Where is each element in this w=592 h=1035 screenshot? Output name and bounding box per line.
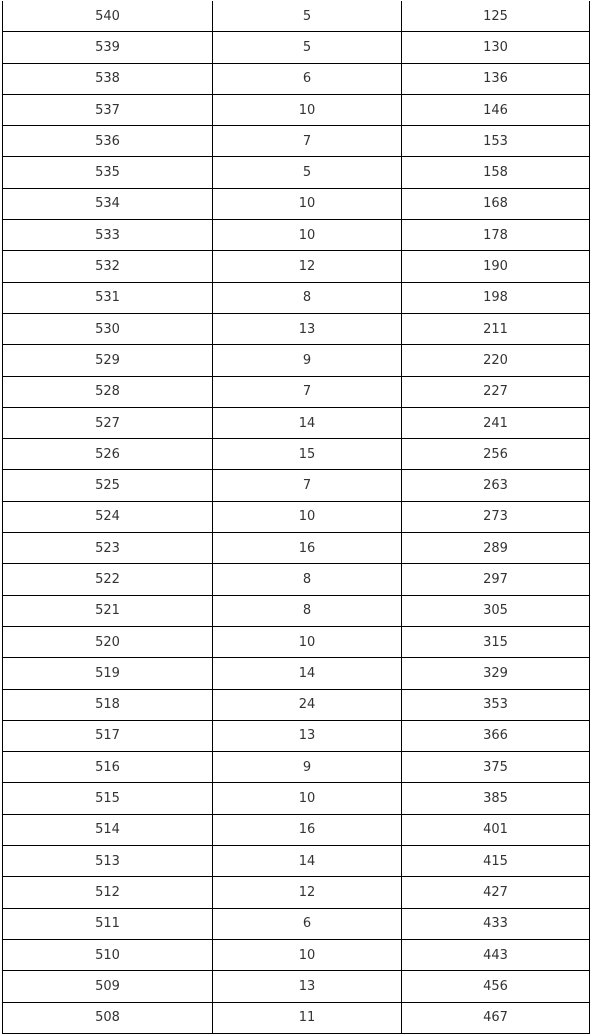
cumulative-cell: 211 bbox=[402, 313, 590, 344]
score-cell: 510 bbox=[3, 939, 213, 970]
score-cell: 524 bbox=[3, 501, 213, 532]
table-row bbox=[3, 220, 590, 251]
score-cell: 529 bbox=[3, 345, 213, 376]
count-cell: 13 bbox=[213, 720, 402, 751]
score-cell: 532 bbox=[3, 251, 213, 282]
cumulative-cell: 125 bbox=[402, 1, 590, 32]
count-cell: 12 bbox=[213, 251, 402, 282]
cumulative-cell: 401 bbox=[402, 814, 590, 845]
table-row bbox=[3, 32, 590, 63]
score-cell: 526 bbox=[3, 439, 213, 470]
table-row bbox=[3, 846, 590, 877]
count-cell: 10 bbox=[213, 94, 402, 125]
count-cell: 11 bbox=[213, 1002, 402, 1033]
cumulative-cell: 289 bbox=[402, 533, 590, 564]
score-cell: 521 bbox=[3, 595, 213, 626]
table-row bbox=[3, 626, 590, 657]
count-cell: 9 bbox=[213, 345, 402, 376]
table-row bbox=[3, 407, 590, 438]
cumulative-cell: 315 bbox=[402, 626, 590, 657]
table-row bbox=[3, 533, 590, 564]
count-cell: 15 bbox=[213, 439, 402, 470]
table-row bbox=[3, 689, 590, 720]
score-cell: 515 bbox=[3, 783, 213, 814]
table-row bbox=[3, 877, 590, 908]
count-cell: 8 bbox=[213, 282, 402, 313]
count-cell: 24 bbox=[213, 689, 402, 720]
count-cell: 14 bbox=[213, 846, 402, 877]
table-row bbox=[3, 814, 590, 845]
table-row bbox=[3, 470, 590, 501]
score-cell: 533 bbox=[3, 220, 213, 251]
count-cell: 5 bbox=[213, 32, 402, 63]
table-row bbox=[3, 720, 590, 751]
score-cell: 519 bbox=[3, 658, 213, 689]
table-row bbox=[3, 251, 590, 282]
table-row bbox=[3, 1, 590, 32]
cumulative-cell: 329 bbox=[402, 658, 590, 689]
count-cell: 7 bbox=[213, 376, 402, 407]
count-cell: 10 bbox=[213, 188, 402, 219]
score-cell: 535 bbox=[3, 157, 213, 188]
count-cell: 6 bbox=[213, 908, 402, 939]
cumulative-cell: 415 bbox=[402, 846, 590, 877]
table-row bbox=[3, 282, 590, 313]
table-row bbox=[3, 188, 590, 219]
count-cell: 8 bbox=[213, 595, 402, 626]
cumulative-cell: 220 bbox=[402, 345, 590, 376]
score-cell: 525 bbox=[3, 470, 213, 501]
table-row bbox=[3, 752, 590, 783]
table-row bbox=[3, 908, 590, 939]
table-row bbox=[3, 313, 590, 344]
cumulative-cell: 456 bbox=[402, 971, 590, 1002]
cumulative-cell: 305 bbox=[402, 595, 590, 626]
score-table-container bbox=[2, 1, 589, 1034]
score-cell: 536 bbox=[3, 126, 213, 157]
count-cell: 10 bbox=[213, 939, 402, 970]
cumulative-cell: 467 bbox=[402, 1002, 590, 1033]
count-cell: 9 bbox=[213, 752, 402, 783]
score-cell: 508 bbox=[3, 1002, 213, 1033]
table-row bbox=[3, 1002, 590, 1033]
table-row bbox=[3, 126, 590, 157]
table-row bbox=[3, 783, 590, 814]
score-table bbox=[2, 1, 590, 1034]
table-row bbox=[3, 971, 590, 1002]
count-cell: 12 bbox=[213, 877, 402, 908]
score-cell: 522 bbox=[3, 564, 213, 595]
cumulative-cell: 178 bbox=[402, 220, 590, 251]
cumulative-cell: 241 bbox=[402, 407, 590, 438]
cumulative-cell: 433 bbox=[402, 908, 590, 939]
count-cell: 5 bbox=[213, 157, 402, 188]
cumulative-cell: 146 bbox=[402, 94, 590, 125]
score-cell: 513 bbox=[3, 846, 213, 877]
score-cell: 518 bbox=[3, 689, 213, 720]
cumulative-cell: 385 bbox=[402, 783, 590, 814]
count-cell: 6 bbox=[213, 63, 402, 94]
count-cell: 8 bbox=[213, 564, 402, 595]
score-cell: 512 bbox=[3, 877, 213, 908]
count-cell: 5 bbox=[213, 1, 402, 32]
table-row bbox=[3, 501, 590, 532]
score-cell: 538 bbox=[3, 63, 213, 94]
score-cell: 539 bbox=[3, 32, 213, 63]
score-cell: 534 bbox=[3, 188, 213, 219]
count-cell: 16 bbox=[213, 814, 402, 845]
cumulative-cell: 227 bbox=[402, 376, 590, 407]
score-cell: 509 bbox=[3, 971, 213, 1002]
count-cell: 10 bbox=[213, 783, 402, 814]
score-cell: 516 bbox=[3, 752, 213, 783]
count-cell: 14 bbox=[213, 658, 402, 689]
cumulative-cell: 273 bbox=[402, 501, 590, 532]
count-cell: 16 bbox=[213, 533, 402, 564]
count-cell: 10 bbox=[213, 220, 402, 251]
table-row bbox=[3, 63, 590, 94]
cumulative-cell: 443 bbox=[402, 939, 590, 970]
count-cell: 7 bbox=[213, 470, 402, 501]
score-cell: 523 bbox=[3, 533, 213, 564]
score-cell: 530 bbox=[3, 313, 213, 344]
cumulative-cell: 198 bbox=[402, 282, 590, 313]
count-cell: 14 bbox=[213, 407, 402, 438]
cumulative-cell: 158 bbox=[402, 157, 590, 188]
score-table-body bbox=[3, 1, 590, 1033]
cumulative-cell: 427 bbox=[402, 877, 590, 908]
score-cell: 514 bbox=[3, 814, 213, 845]
cumulative-cell: 366 bbox=[402, 720, 590, 751]
cumulative-cell: 353 bbox=[402, 689, 590, 720]
score-cell: 528 bbox=[3, 376, 213, 407]
count-cell: 13 bbox=[213, 971, 402, 1002]
cumulative-cell: 263 bbox=[402, 470, 590, 501]
score-cell: 517 bbox=[3, 720, 213, 751]
cumulative-cell: 190 bbox=[402, 251, 590, 282]
cumulative-cell: 153 bbox=[402, 126, 590, 157]
cumulative-cell: 168 bbox=[402, 188, 590, 219]
table-row bbox=[3, 157, 590, 188]
score-cell: 540 bbox=[3, 1, 213, 32]
cumulative-cell: 375 bbox=[402, 752, 590, 783]
cumulative-cell: 136 bbox=[402, 63, 590, 94]
score-cell: 520 bbox=[3, 626, 213, 657]
cumulative-cell: 256 bbox=[402, 439, 590, 470]
cumulative-cell: 130 bbox=[402, 32, 590, 63]
table-row bbox=[3, 939, 590, 970]
table-row bbox=[3, 658, 590, 689]
table-row bbox=[3, 595, 590, 626]
table-row bbox=[3, 439, 590, 470]
score-cell: 511 bbox=[3, 908, 213, 939]
table-row bbox=[3, 345, 590, 376]
table-row bbox=[3, 94, 590, 125]
score-cell: 531 bbox=[3, 282, 213, 313]
count-cell: 10 bbox=[213, 501, 402, 532]
table-row bbox=[3, 564, 590, 595]
count-cell: 13 bbox=[213, 313, 402, 344]
cumulative-cell: 297 bbox=[402, 564, 590, 595]
count-cell: 7 bbox=[213, 126, 402, 157]
table-row bbox=[3, 376, 590, 407]
score-cell: 537 bbox=[3, 94, 213, 125]
score-cell: 527 bbox=[3, 407, 213, 438]
count-cell: 10 bbox=[213, 626, 402, 657]
